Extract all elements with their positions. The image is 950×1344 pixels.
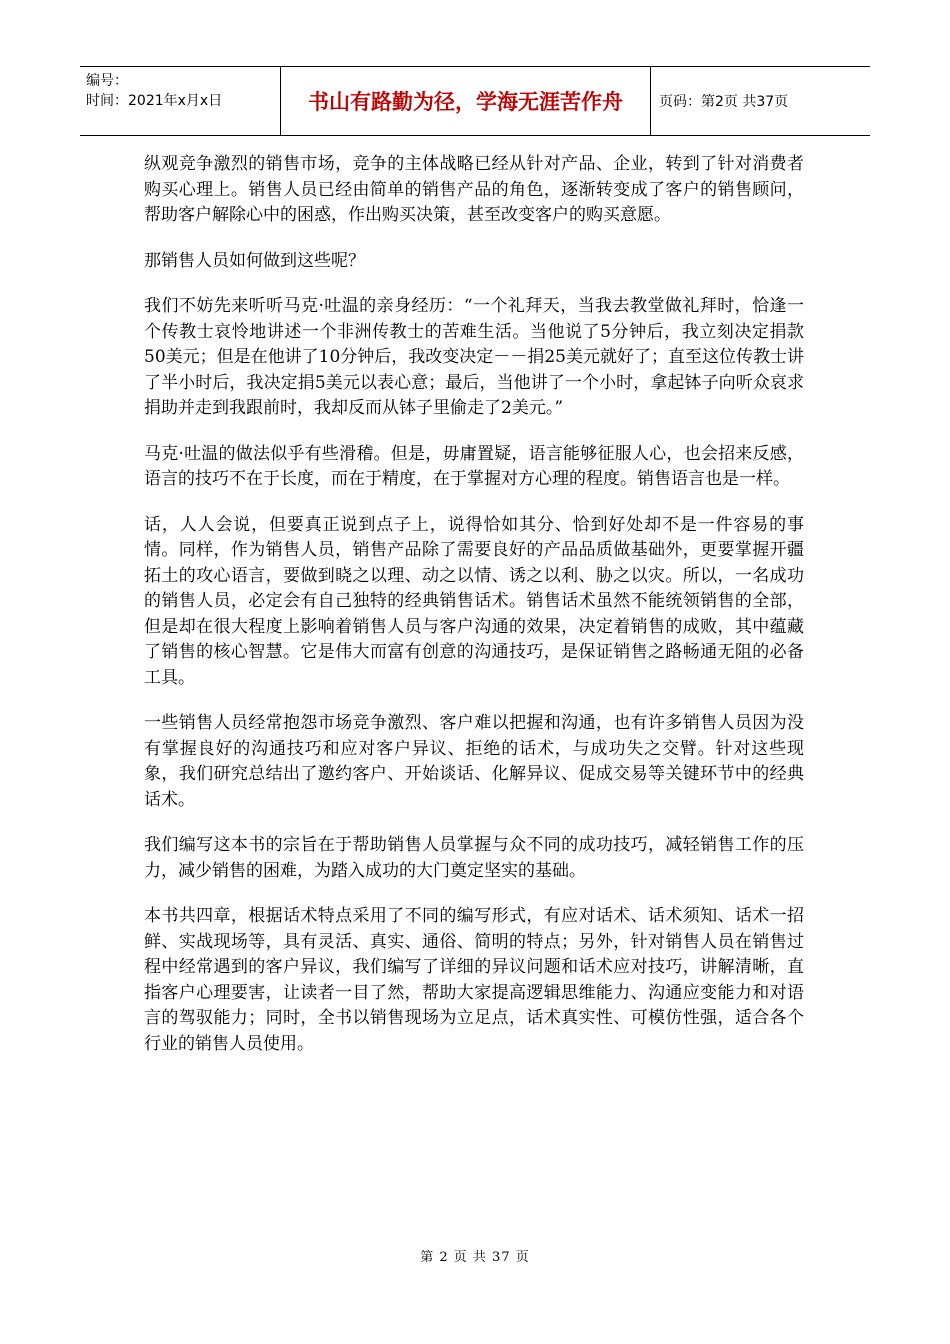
document-body [144,152,804,1077]
header-motto: 书山有路勤为径，学海无涯苦作舟 [281,67,651,135]
document-date-label: 时间：2021年x月x日 [86,93,223,109]
document-number-label: 编号： [86,73,128,89]
header-page-info: 页码：第2页 共37页 [659,94,789,110]
page-footer: 第 2 页 共 37 页 [420,1250,530,1265]
paragraph: 纵观竞争激烈的销售市场，竞争的主体战略已经从针对产品、企业，转到了针对消费者购买心理上。销售人员已经由简单的销售产品的角色，逐渐转变成了客户的销售顾问，帮助客户解除心中的困惑，作出购买决策，甚至改变客户的购买意愿。 [144,154,804,225]
paragraph: 一些销售人员经常抱怨市场竞争激烈、客户难以把握和沟通，也有许多销售人员因为没有掌握良好的沟通技巧和应对客户异议、拒绝的话术，与成功失之交臂。针对这些现象，我们研究总结出了邀约客户、开始谈话、化解异议、促成交易等关键环节中的经典话术。 [144,713,804,810]
paragraph: 马克·吐温的做法似乎有些滑稽。但是，毋庸置疑，语言能够征服人心，也会招来反感，语言的技巧不在于长度，而在于精度，在于掌握对方心理的程度。销售语言也是一样。 [144,443,804,489]
header-table [80,66,870,136]
paragraph: 本书共四章，根据话术特点采用了不同的编写形式，有应对话术、话术须知、话术一招鲜、实战现场等，具有灵活、真实、通俗、简明的特点；另外，针对销售人员在销售过程中经常遇到的客户异议，我们编写了详细的异议问题和话术应对技巧，讲解清晰，直指客户心理要害，让读者一目了然，帮助大家提高逻辑思维能力、沟通应变能力和对语言的驾驭能力；同时，全书以销售现场为立足点，话术真实性、可模仿性强，适合各个行业的销售人员使用。 [144,906,804,1054]
paragraph: 我们编写这本书的宗旨在于帮助销售人员掌握与众不同的成功技巧，减轻销售工作的压力，减少销售的困难，为踏入成功的大门奠定坚实的基础。 [144,835,804,881]
paragraph: 话，人人会说，但要真正说到点子上，说得恰如其分、恰到好处却不是一件容易的事情。同样，作为销售人员，销售产品除了需要良好的产品品质做基础外，更要掌握开疆拓土的攻心语言，要做到晓之以理、动之以情、诱之以利、胁之以灾。所以，一名成功的销售人员，必定会有自己独特的经典销售话术。销售话术虽然不能统领销售的全部，但是却在很大程度上影响着销售人员与客户沟通的效果，决定着销售的成败，其中蕴藏了销售的核心智慧。它是伟大而富有创意的沟通技巧，是保证销售之路畅通无阻的必备工具。 [144,514,804,688]
header-meta [80,67,281,135]
paragraph: 那销售人员如何做到这些呢？ [144,250,365,271]
paragraph: 我们不妨先来听听马克·吐温的亲身经历：“一个礼拜天，当我去教堂做礼拜时，恰逢一个传教士哀怜地讲述一个非洲传教士的苦难生活。当他说了5分钟后，我立刻决定捐款50美元；但是在他讲了10分钟后，我改变决定－－捐25美元就好了；直至这位传教士讲了半小时后，我决定捐5美元以表心意；最后，当他讲了一个小时，拿起钵子向听众哀求捐助并走到我跟前时，我却反而从钵子里偷走了2美元。” [144,296,804,418]
